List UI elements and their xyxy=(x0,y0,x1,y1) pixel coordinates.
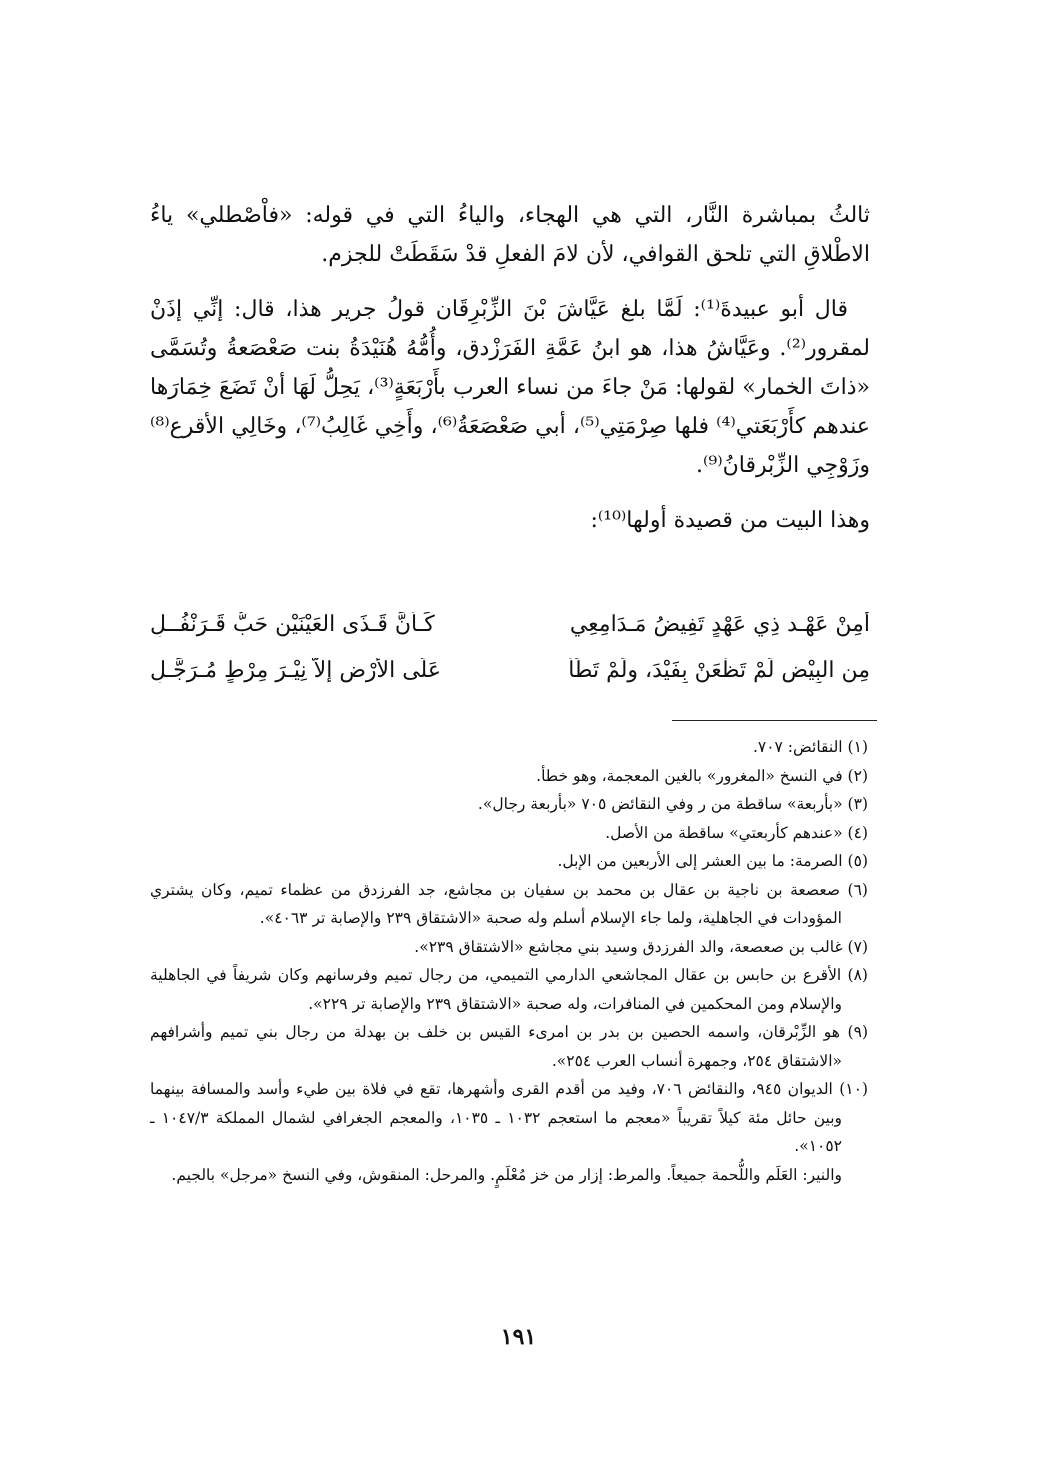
verse-2-second-hemistich: عَلَى الأَرْضِ إلاَّ نِيْـرَ مِرْطٍ مُـرَجَّـلِ xyxy=(150,657,441,683)
footnote-text: في النسخ «المغرور» بالغين المعجمة، وهو خطأ. xyxy=(536,766,843,785)
footnote-2 xyxy=(150,762,868,791)
footnote-number: (١٠) xyxy=(839,1080,868,1098)
paragraph-3: وهذا البيت من قصيدة أولها⁽¹⁰⁾: xyxy=(590,508,870,533)
main-text xyxy=(150,196,870,556)
verse-1-first-hemistich: أَمِنْ عَهْـد ذِي عَهْدٍ تَفِيضُ مَـدَامِعِي xyxy=(569,611,870,637)
footnote-number: (٦) xyxy=(847,880,868,899)
footnote-text: النقائض: ٧٠٧. xyxy=(752,738,843,756)
footnote-number: (٨) xyxy=(847,966,868,984)
footnote-number: (٤) xyxy=(847,823,868,842)
footnote-4 xyxy=(150,819,868,848)
footnote-number: (١) xyxy=(847,738,868,756)
footnote-number: (٩) xyxy=(847,1023,868,1041)
footnote-text: «بأربعة» ساقطة من ر وفي النقائض ٧٠٥ «بأربعة رجال». xyxy=(477,795,843,813)
footnote-8 xyxy=(150,961,868,1018)
poem-verses xyxy=(150,601,870,693)
footnote-text: الأقرع بن حابس بن عقال المجاشعي الدارمي التميمي، من رجال تميم وفرسانهم وكان شريفاً في الجاهلية والإسلام ومن المحكمين في المنافرات، وله صحبة «الاشتقاق ٢٣٩ والإصابة تر ٢٢٩». xyxy=(150,966,842,1013)
page-number: ١٩١ xyxy=(500,1324,537,1350)
paragraph-1: ثالثُ بمباشرة النَّار، التي هي الهجاء، والياءُ التي في قوله: «فاْصْطلي» ياءُ الاطْلاقِ التي تلحق القوافي، لأن لامَ الفعلِ قدْ سَقَطَتْ للجزم. xyxy=(150,203,870,267)
footnote-6 xyxy=(150,876,868,933)
footnote-7 xyxy=(150,933,868,962)
footnote-text: الصرمة: ما بين العشر إلى الأربعين من الإبل. xyxy=(557,852,843,870)
footnote-text: صعصعة بن ناجية بن عقال بن محمد بن سفيان بن مجاشع، جد الفرزدق من عظماء تميم، وكان يشتري المؤودات في الجاهلية، ولما جاء الإسلام أسلم وله صحبة «الاشتقاق ٢٣٩ والإصابة تر ٤٠٦٣». xyxy=(150,880,842,927)
footnote-text: هو الزِّبْرقان، واسمه الحصين بن بدر بن امرىء القيس بن خلف بن بهدلة من رجال بني تميم وأشرافهم «الاشتقاق ٢٥٤، وجمهرة أنساب العرب ٢٥٤». xyxy=(150,1023,842,1070)
footnote-text: الديوان ٩٤٥، والنقائض ٧٠٦، وفيد من أقدم القرى وأشهرها، تقع في فلاة بين طيء وأسد والمسافة بينهما وبين حائل مئة كيلاً تقريباً «معجم ما استعجم ١٠٣٢ ـ ١٠٣٥، والمعجم الجغرافي لشمال المملكة ١٠٤٧/٣ ـ ١٠٥٢». xyxy=(150,1080,843,1155)
footnote-9 xyxy=(150,1018,868,1075)
footnote-1 xyxy=(150,733,868,762)
verse-2 xyxy=(150,647,870,693)
footnote-10 xyxy=(150,1075,868,1161)
footnote-10-continuation: والنير: العَلَم واللُّحمة جميعاً. والمرط: إزار من خز مُعْلَمٍ. والمرحل: المنقوش، وفي النسخ «مرجل» بالجيم. xyxy=(171,1165,842,1184)
footnote-number: (٣) xyxy=(847,795,868,813)
footnote-5 xyxy=(150,847,868,876)
footnote-number: (٢) xyxy=(847,766,868,785)
verse-1 xyxy=(150,601,870,647)
verse-1-second-hemistich: كَـأنَّ قَـذَى العَيْنَيْن حَبُّ قَـرَنْفُــلِ xyxy=(150,611,435,637)
footnote-text: غالب بن صعصعة، والد الفرزدق وسيد بني مجاشع «الاشتقاق ٢٣٩». xyxy=(414,937,843,956)
paragraph-2: قال أبو عبيدةَ⁽¹⁾: لَمَّا بلغ عَيَّاشَ بْنَ الزِّبْرِقَان قولُ جرير هذا، قال: إنِّي إذَنْ لمقرور⁽²⁾. وعَيَّاشُ هذا، هو ابنُ عَمَّةِ الفَرَزْدق، وأُمُّهُ هُنَيْدَةُ بنت صَعْصَعةُ وتُسَمَّى «ذاتَ الخمار» لقولها: مَنْ جاءَ من نساء العرب بأَرْبَعَةٍ⁽³⁾، يَحِلُّ لَهَا أنْ تَضَعَ خِمَارَها عندهم كأَرْبَعَتي⁽⁴⁾ فلها صِرْمَتِي⁽⁵⁾، أبي صَعْصَعَةُ⁽⁶⁾، وأَخِي غَالِبُ⁽⁷⁾، وخَالِي الأقرع⁽⁸⁾ وزَوْجِي الزِّبْرقانُ⁽⁹⁾. xyxy=(150,297,870,478)
footnote-3 xyxy=(150,790,868,819)
footnote-number: (٧) xyxy=(847,937,868,956)
verse-2-first-hemistich: مِنِ البِيْضِ لَمْ تَظْعَنْ بِفَيْدَ، ولَمْ تَطَأْ xyxy=(568,657,870,683)
footnote-separator xyxy=(672,720,877,721)
footnote-number: (٥) xyxy=(847,852,868,870)
footnotes xyxy=(150,733,868,1189)
footnote-text: «عندهم كأربعتي» ساقطة من الأصل. xyxy=(605,823,843,842)
